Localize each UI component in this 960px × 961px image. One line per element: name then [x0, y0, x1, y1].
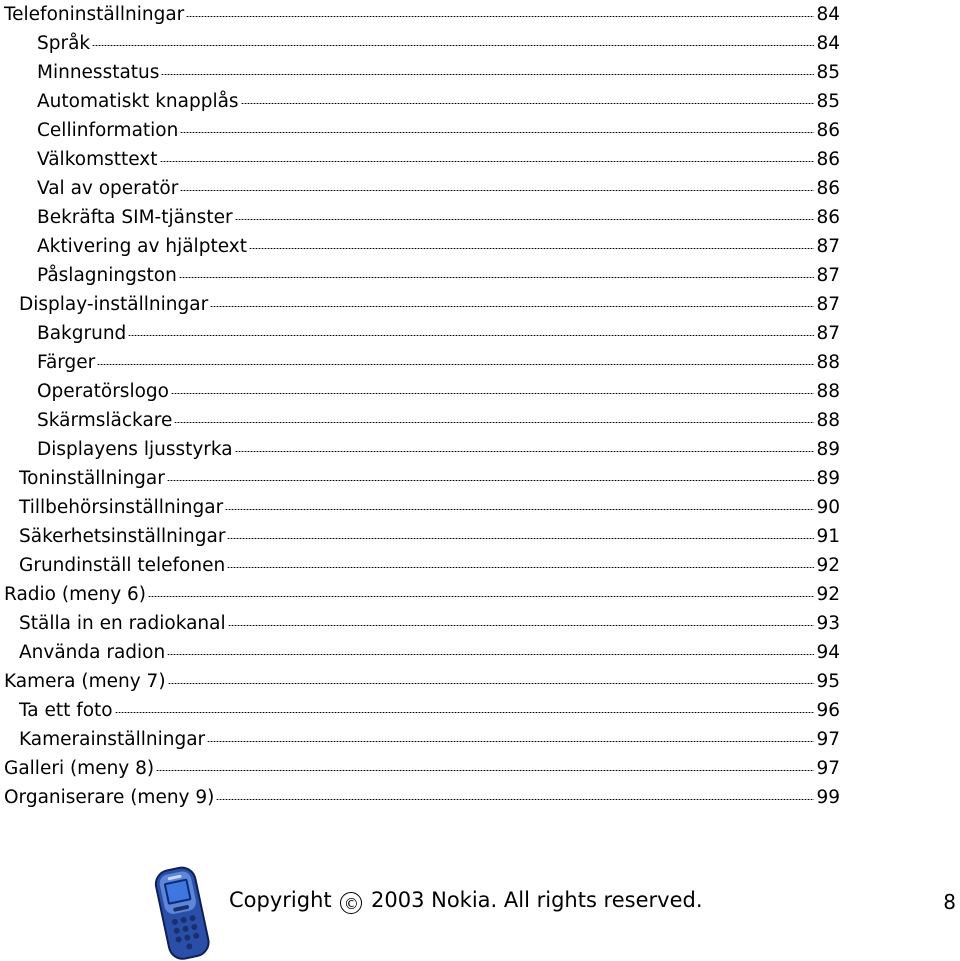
toc-entry-title: Påslagningston	[37, 265, 177, 286]
toc-entry-title: Displayens ljusstyrka	[37, 439, 233, 460]
toc-entry-page: 84	[816, 33, 840, 54]
dot-leader	[249, 248, 814, 249]
dot-leader	[92, 45, 814, 46]
toc-entry[interactable]	[0, 145, 840, 174]
toc-entry-title: Organiserare (meny 9)	[4, 787, 215, 808]
toc-entry-title: Galleri (meny 8)	[4, 758, 155, 779]
dot-leader	[148, 596, 814, 597]
toc-entry[interactable]	[0, 377, 840, 406]
dot-leader	[186, 16, 814, 17]
dot-leader	[167, 654, 814, 655]
toc-entry-title: Bekräfta SIM-tjänster	[37, 207, 233, 228]
toc-entry-page: 86	[816, 207, 840, 228]
dot-leader	[225, 509, 814, 510]
toc-entry-title: Säkerhetsinställningar	[19, 526, 226, 547]
dot-leader	[161, 74, 814, 75]
dot-leader	[167, 480, 814, 481]
copyright-prefix: Copyright	[229, 888, 332, 912]
toc-entry[interactable]	[0, 174, 840, 203]
toc-entry-page: 99	[816, 787, 840, 808]
toc-entry-title: Toninställningar	[19, 468, 165, 489]
toc-entry-page: 87	[816, 294, 840, 315]
toc-entry[interactable]	[0, 754, 840, 783]
toc-entry-title: Välkomsttext	[37, 149, 158, 170]
toc-entry-page: 92	[816, 555, 840, 576]
toc-entry-page: 86	[816, 120, 840, 141]
toc-entry[interactable]	[0, 232, 840, 261]
toc-entry-title: Automatiskt knapplås	[37, 91, 239, 112]
toc-entry-page: 91	[816, 526, 840, 547]
toc-entry-page: 92	[816, 584, 840, 605]
toc-entry[interactable]	[0, 348, 840, 377]
dot-leader	[171, 393, 814, 394]
dot-leader	[179, 277, 814, 278]
dot-leader	[235, 219, 814, 220]
toc-entry-title: Cellinformation	[37, 120, 179, 141]
toc-entry-title: Språk	[37, 33, 91, 54]
toc-entry[interactable]	[0, 116, 840, 145]
toc-entry-page: 87	[816, 265, 840, 286]
toc-entry[interactable]	[0, 638, 840, 667]
toc-entry-page: 89	[816, 468, 840, 489]
toc-entry-title: Tillbehörsinställningar	[19, 497, 224, 518]
toc-entry-page: 95	[816, 671, 840, 692]
toc-entry-title: Minnesstatus	[37, 62, 160, 83]
page-number: 8	[943, 890, 956, 914]
dot-leader	[97, 364, 814, 365]
copyright-notice	[229, 888, 703, 914]
toc-entry-title: Grundinställ telefonen	[19, 555, 226, 576]
toc-entry-page: 84	[816, 4, 840, 25]
toc-entry-title: Aktivering av hjälptext	[37, 236, 247, 257]
dot-leader	[174, 422, 814, 423]
toc-entry-title: Färger	[37, 352, 96, 373]
dot-leader	[235, 451, 814, 452]
dot-leader	[207, 741, 814, 742]
dot-leader	[168, 683, 814, 684]
toc-entry[interactable]	[0, 725, 840, 754]
toc-entry-title: Telefoninställningar	[4, 4, 185, 25]
toc-entry-page: 87	[816, 323, 840, 344]
toc-entry[interactable]	[0, 696, 840, 725]
toc-entry[interactable]	[0, 667, 840, 696]
toc-entry[interactable]	[0, 551, 840, 580]
toc-entry-page: 86	[816, 178, 840, 199]
toc-entry-page: 90	[816, 497, 840, 518]
toc-entry[interactable]	[0, 261, 840, 290]
toc-entry-title: Kamera (meny 7)	[4, 671, 166, 692]
toc-entry[interactable]	[0, 783, 840, 812]
dot-leader	[227, 538, 814, 539]
toc-entry[interactable]	[0, 580, 840, 609]
dot-leader	[180, 132, 814, 133]
toc-entry-page: 85	[816, 91, 840, 112]
page-footer	[0, 848, 960, 961]
toc-entry-page: 93	[816, 613, 840, 634]
toc-entry-title: Skärmsläckare	[37, 410, 173, 431]
toc-entry-title: Val av operatör	[37, 178, 179, 199]
toc-entry[interactable]	[0, 522, 840, 551]
toc-entry-title: Display-inställningar	[19, 294, 209, 315]
toc-entry[interactable]	[0, 203, 840, 232]
toc-entry[interactable]	[0, 87, 840, 116]
toc-entry[interactable]	[0, 493, 840, 522]
toc-entry-page: 97	[816, 729, 840, 750]
dot-leader	[128, 335, 814, 336]
toc-entry-page: 97	[816, 758, 840, 779]
dot-leader	[210, 306, 814, 307]
toc-entry-title: Operatörslogo	[37, 381, 169, 402]
toc-entry[interactable]	[0, 406, 840, 435]
toc-entry-page: 94	[816, 642, 840, 663]
toc-entry[interactable]	[0, 464, 840, 493]
toc-entry-page: 85	[816, 62, 840, 83]
dot-leader	[241, 103, 814, 104]
toc-entry[interactable]	[0, 290, 840, 319]
toc-entry[interactable]	[0, 0, 840, 29]
copyright-symbol: ©	[340, 892, 362, 914]
toc-entry-page: 87	[816, 236, 840, 257]
dot-leader	[216, 799, 814, 800]
toc-entry-title: Bakgrund	[37, 323, 127, 344]
toc-entry-title: Kamerainställningar	[19, 729, 206, 750]
toc-entry-page: 88	[816, 410, 840, 431]
toc-entry-page: 88	[816, 352, 840, 373]
toc-entry[interactable]	[0, 319, 840, 348]
toc-entry-page: 88	[816, 381, 840, 402]
dot-leader	[160, 161, 815, 162]
toc-entry-page: 96	[816, 700, 840, 721]
toc-entry-title: Radio (meny 6)	[4, 584, 147, 605]
toc-entry-page: 86	[816, 149, 840, 170]
dot-leader	[115, 712, 814, 713]
toc-entry-title: Ställa in en radiokanal	[19, 613, 226, 634]
toc-entry[interactable]	[0, 435, 840, 464]
toc-entry-title: Ta ett foto	[19, 700, 113, 721]
toc-entry[interactable]	[0, 609, 840, 638]
dot-leader	[180, 190, 814, 191]
copyright-suffix: 2003 Nokia. All rights reserved.	[371, 888, 703, 912]
toc-entry-page: 89	[816, 439, 840, 460]
toc-entry[interactable]	[0, 58, 840, 87]
dot-leader	[156, 770, 814, 771]
toc-entry[interactable]	[0, 29, 840, 58]
dot-leader	[228, 625, 814, 626]
nokia-phone-icon	[148, 864, 218, 960]
toc-entry-title: Använda radion	[19, 642, 166, 663]
dot-leader	[227, 567, 814, 568]
